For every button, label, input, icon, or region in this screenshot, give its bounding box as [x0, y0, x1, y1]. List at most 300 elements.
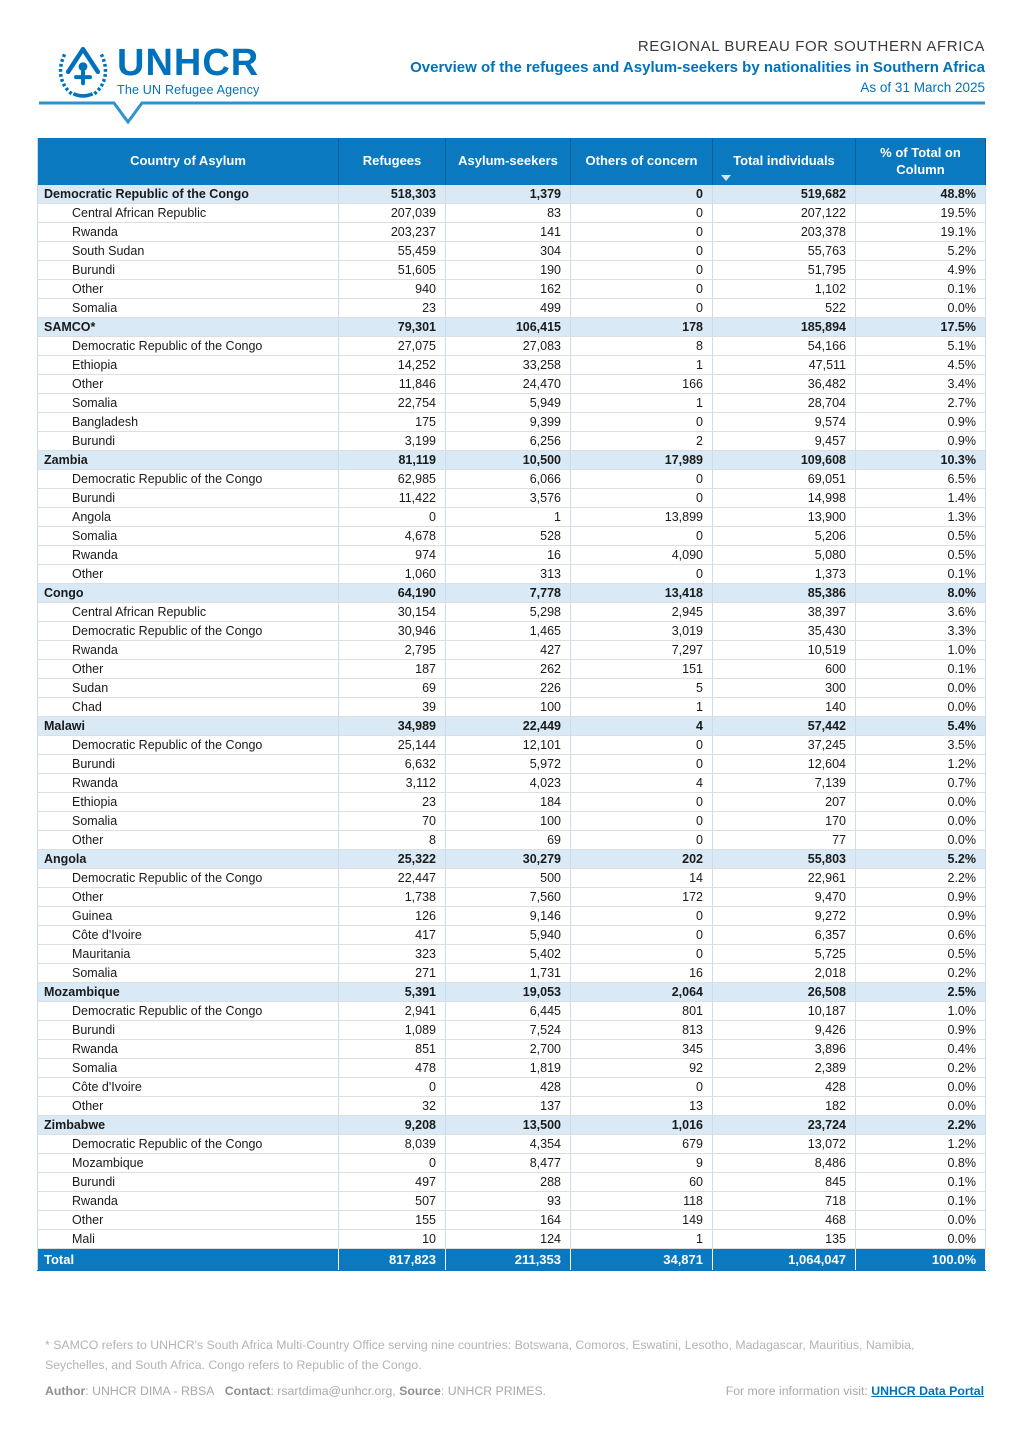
value-cell: 149: [571, 1211, 713, 1230]
value-cell: 118: [571, 1192, 713, 1211]
value-cell: 2,018: [713, 964, 856, 983]
unhcr-emblem-icon: [55, 42, 111, 100]
value-cell: 974: [339, 546, 446, 565]
value-cell: 0: [571, 565, 713, 584]
value-cell: 0: [571, 242, 713, 261]
country-cell: Democratic Republic of the Congo: [38, 185, 339, 204]
nationality-row: [38, 736, 986, 755]
value-cell: 2.5%: [856, 983, 986, 1002]
country-cell: Democratic Republic of the Congo: [38, 736, 339, 755]
value-cell: 28,704: [713, 394, 856, 413]
value-cell: 8: [339, 831, 446, 850]
value-cell: 83: [446, 204, 571, 223]
value-cell: 3,112: [339, 774, 446, 793]
column-header-percent-of-total: [856, 138, 986, 185]
value-cell: 30,946: [339, 622, 446, 641]
nationality-row: [38, 1002, 986, 1021]
value-cell: 428: [446, 1078, 571, 1097]
value-cell: 140: [713, 698, 856, 717]
nationality-row: [38, 1078, 986, 1097]
value-cell: 0.4%: [856, 1040, 986, 1059]
nationality-row: [38, 964, 986, 983]
sort-descending-icon[interactable]: [721, 175, 731, 181]
value-cell: 81,119: [339, 451, 446, 470]
value-cell: 9,574: [713, 413, 856, 432]
country-cell: Somalia: [38, 812, 339, 831]
value-cell: 211,353: [446, 1249, 571, 1271]
value-cell: 0: [571, 527, 713, 546]
column-header-others-of-concern: [571, 138, 713, 185]
refugees-table: [37, 138, 986, 1271]
country-cell: Burundi: [38, 261, 339, 280]
nationality-row: [38, 1135, 986, 1154]
nationality-row: [38, 622, 986, 641]
value-cell: 226: [446, 679, 571, 698]
value-cell: 1,102: [713, 280, 856, 299]
value-cell: 0.0%: [856, 299, 986, 318]
value-cell: 0.9%: [856, 432, 986, 451]
country-cell: Mozambique: [38, 1154, 339, 1173]
value-cell: 9,470: [713, 888, 856, 907]
nationality-row: [38, 793, 986, 812]
value-cell: 0: [571, 907, 713, 926]
value-cell: 39: [339, 698, 446, 717]
country-cell: Other: [38, 660, 339, 679]
value-cell: 5,391: [339, 983, 446, 1002]
value-cell: 7,297: [571, 641, 713, 660]
value-cell: 0.9%: [856, 907, 986, 926]
value-cell: 1.4%: [856, 489, 986, 508]
value-cell: 11,846: [339, 375, 446, 394]
country-cell: Mali: [38, 1230, 339, 1249]
unhcr-wordmark: UNHCR: [117, 42, 260, 84]
value-cell: 69: [339, 679, 446, 698]
country-cell: Somalia: [38, 299, 339, 318]
value-cell: 162: [446, 280, 571, 299]
country-cell: Guinea: [38, 907, 339, 926]
value-cell: 27,083: [446, 337, 571, 356]
source-value: : UNHCR PRIMES.: [440, 1384, 547, 1398]
value-cell: 126: [339, 907, 446, 926]
country-cell: Ethiopia: [38, 793, 339, 812]
value-cell: 6,632: [339, 755, 446, 774]
value-cell: 5: [571, 679, 713, 698]
value-cell: 12,604: [713, 755, 856, 774]
value-cell: 51,795: [713, 261, 856, 280]
country-cell: Other: [38, 280, 339, 299]
country-cell: Other: [38, 1211, 339, 1230]
value-cell: 0.1%: [856, 1192, 986, 1211]
value-cell: 11,422: [339, 489, 446, 508]
value-cell: 79,301: [339, 318, 446, 337]
nationality-row: [38, 1211, 986, 1230]
value-cell: 940: [339, 280, 446, 299]
group-row: [38, 983, 986, 1002]
nationality-row: [38, 508, 986, 527]
value-cell: 164: [446, 1211, 571, 1230]
nationality-row: [38, 432, 986, 451]
value-cell: 1,379: [446, 185, 571, 204]
value-cell: 1,465: [446, 622, 571, 641]
nationality-row: [38, 1154, 986, 1173]
nationality-row: [38, 774, 986, 793]
value-cell: 271: [339, 964, 446, 983]
value-cell: 55,803: [713, 850, 856, 869]
country-cell: Angola: [38, 508, 339, 527]
value-cell: 12,101: [446, 736, 571, 755]
value-cell: 0: [571, 413, 713, 432]
value-cell: 124: [446, 1230, 571, 1249]
country-cell: Other: [38, 375, 339, 394]
value-cell: 4,090: [571, 546, 713, 565]
country-cell: Congo: [38, 584, 339, 603]
value-cell: 34,989: [339, 717, 446, 736]
value-cell: 3,199: [339, 432, 446, 451]
value-cell: 3,576: [446, 489, 571, 508]
value-cell: 13,072: [713, 1135, 856, 1154]
value-cell: 2.2%: [856, 869, 986, 888]
country-cell: Burundi: [38, 1173, 339, 1192]
nationality-row: [38, 1040, 986, 1059]
value-cell: 0.8%: [856, 1154, 986, 1173]
value-cell: 0.0%: [856, 1097, 986, 1116]
value-cell: 813: [571, 1021, 713, 1040]
value-cell: 0: [571, 831, 713, 850]
value-cell: 9,426: [713, 1021, 856, 1040]
value-cell: 30,154: [339, 603, 446, 622]
value-cell: 13,899: [571, 508, 713, 527]
nationality-row: [38, 280, 986, 299]
value-cell: 8: [571, 337, 713, 356]
value-cell: 0: [339, 1154, 446, 1173]
value-cell: 202: [571, 850, 713, 869]
group-row: [38, 850, 986, 869]
value-cell: 0.9%: [856, 1021, 986, 1040]
country-cell: Mauritania: [38, 945, 339, 964]
value-cell: 2,064: [571, 983, 713, 1002]
footnote-text: * SAMCO refers to UNHCR's South Africa Multi-Country Office serving nine countries: Botswana, Comoros, Eswatini, Lesotho, Madagascar, Mauritius, Namibia, Seychelles, and South Africa. Congo refers to Republic of the Congo.: [45, 1338, 915, 1372]
country-cell: Rwanda: [38, 774, 339, 793]
value-cell: 10.3%: [856, 451, 986, 470]
value-cell: 26,508: [713, 983, 856, 1002]
value-cell: 468: [713, 1211, 856, 1230]
value-cell: 1.0%: [856, 1002, 986, 1021]
value-cell: 600: [713, 660, 856, 679]
value-cell: 0: [571, 793, 713, 812]
country-cell: South Sudan: [38, 242, 339, 261]
nationality-row: [38, 375, 986, 394]
column-label: Others of concern: [585, 153, 698, 169]
country-cell: Mozambique: [38, 983, 339, 1002]
value-cell: 0: [571, 1078, 713, 1097]
country-cell: Other: [38, 1097, 339, 1116]
total-row: [38, 1249, 986, 1271]
group-row: [38, 584, 986, 603]
value-cell: 0.5%: [856, 945, 986, 964]
country-cell: Somalia: [38, 964, 339, 983]
value-cell: 9,208: [339, 1116, 446, 1135]
value-cell: 30,279: [446, 850, 571, 869]
group-row: [38, 318, 986, 337]
value-cell: 175: [339, 413, 446, 432]
nationality-row: [38, 831, 986, 850]
value-cell: 5.4%: [856, 717, 986, 736]
nationality-row: [38, 679, 986, 698]
value-cell: 1.0%: [856, 641, 986, 660]
value-cell: 0: [571, 736, 713, 755]
author-value: : UNHCR DIMA - RBSA: [85, 1384, 215, 1398]
country-cell: Burundi: [38, 432, 339, 451]
value-cell: 0.0%: [856, 679, 986, 698]
nationality-row: [38, 356, 986, 375]
value-cell: 172: [571, 888, 713, 907]
value-cell: 24,470: [446, 375, 571, 394]
nationality-row: [38, 888, 986, 907]
nationality-row: [38, 926, 986, 945]
nationality-row: [38, 1192, 986, 1211]
contact-email: : rsartdima@unhcr.org,: [270, 1384, 396, 1398]
value-cell: 499: [446, 299, 571, 318]
value-cell: 9,272: [713, 907, 856, 926]
value-cell: 185,894: [713, 318, 856, 337]
value-cell: 0: [571, 223, 713, 242]
value-cell: 8.0%: [856, 584, 986, 603]
country-cell: Burundi: [38, 755, 339, 774]
value-cell: 9,146: [446, 907, 571, 926]
value-cell: 187: [339, 660, 446, 679]
value-cell: 93: [446, 1192, 571, 1211]
value-cell: 33,258: [446, 356, 571, 375]
value-cell: 345: [571, 1040, 713, 1059]
group-row: [38, 1116, 986, 1135]
value-cell: 13: [571, 1097, 713, 1116]
value-cell: 4: [571, 774, 713, 793]
nationality-row: [38, 1059, 986, 1078]
author-label: Author: [45, 1384, 86, 1398]
value-cell: 0: [571, 945, 713, 964]
value-cell: 5,298: [446, 603, 571, 622]
nationality-row: [38, 394, 986, 413]
value-cell: 5.2%: [856, 850, 986, 869]
country-cell: Rwanda: [38, 546, 339, 565]
value-cell: 500: [446, 869, 571, 888]
value-cell: 92: [571, 1059, 713, 1078]
value-cell: 1,060: [339, 565, 446, 584]
country-cell: Rwanda: [38, 1192, 339, 1211]
value-cell: 14: [571, 869, 713, 888]
value-cell: 1,819: [446, 1059, 571, 1078]
value-cell: 1.2%: [856, 755, 986, 774]
country-cell: Democratic Republic of the Congo: [38, 470, 339, 489]
value-cell: 801: [571, 1002, 713, 1021]
nationality-row: [38, 945, 986, 964]
country-cell: Rwanda: [38, 641, 339, 660]
value-cell: 5,972: [446, 755, 571, 774]
value-cell: 69: [446, 831, 571, 850]
value-cell: 3.4%: [856, 375, 986, 394]
value-cell: 497: [339, 1173, 446, 1192]
value-cell: 57,442: [713, 717, 856, 736]
value-cell: 1,064,047: [713, 1249, 856, 1271]
value-cell: 1,373: [713, 565, 856, 584]
value-cell: 0: [571, 185, 713, 204]
column-label: Asylum-seekers: [458, 153, 558, 169]
value-cell: 5,949: [446, 394, 571, 413]
value-cell: 0.9%: [856, 888, 986, 907]
country-cell: Zambia: [38, 451, 339, 470]
value-cell: 528: [446, 527, 571, 546]
contact-label: Contact: [224, 1384, 271, 1398]
value-cell: 13,500: [446, 1116, 571, 1135]
value-cell: 203,378: [713, 223, 856, 242]
nationality-row: [38, 299, 986, 318]
value-cell: 207,039: [339, 204, 446, 223]
value-cell: 0.1%: [856, 280, 986, 299]
value-cell: 4,678: [339, 527, 446, 546]
value-cell: 8,039: [339, 1135, 446, 1154]
value-cell: 507: [339, 1192, 446, 1211]
country-cell: Other: [38, 831, 339, 850]
value-cell: 135: [713, 1230, 856, 1249]
value-cell: 10,519: [713, 641, 856, 660]
value-cell: 0.2%: [856, 1059, 986, 1078]
nationality-row: [38, 660, 986, 679]
column-header-total-individuals: [713, 138, 856, 185]
value-cell: 0.0%: [856, 698, 986, 717]
value-cell: 5,940: [446, 926, 571, 945]
value-cell: 0.0%: [856, 1078, 986, 1097]
value-cell: 22,961: [713, 869, 856, 888]
value-cell: 155: [339, 1211, 446, 1230]
value-cell: 14,252: [339, 356, 446, 375]
value-cell: 14,998: [713, 489, 856, 508]
value-cell: 5,206: [713, 527, 856, 546]
value-cell: 70: [339, 812, 446, 831]
value-cell: 1: [571, 1230, 713, 1249]
value-cell: 77: [713, 831, 856, 850]
nationality-row: [38, 546, 986, 565]
value-cell: 0.5%: [856, 527, 986, 546]
value-cell: 0.0%: [856, 831, 986, 850]
value-cell: 8,486: [713, 1154, 856, 1173]
value-cell: 0: [339, 1078, 446, 1097]
table-body: [38, 185, 986, 1271]
value-cell: 166: [571, 375, 713, 394]
nationality-row: [38, 907, 986, 926]
value-cell: 0.0%: [856, 1211, 986, 1230]
value-cell: 141: [446, 223, 571, 242]
value-cell: 54,166: [713, 337, 856, 356]
country-cell: Sudan: [38, 679, 339, 698]
value-cell: 0.6%: [856, 926, 986, 945]
source-label: Source: [399, 1384, 441, 1398]
header-divider: [38, 100, 986, 128]
value-cell: 0.5%: [856, 546, 986, 565]
value-cell: 522: [713, 299, 856, 318]
value-cell: 19.5%: [856, 204, 986, 223]
value-cell: 5,402: [446, 945, 571, 964]
country-cell: Democratic Republic of the Congo: [38, 622, 339, 641]
nationality-row: [38, 565, 986, 584]
value-cell: 178: [571, 318, 713, 337]
value-cell: 38,397: [713, 603, 856, 622]
value-cell: 3,896: [713, 1040, 856, 1059]
value-cell: 19.1%: [856, 223, 986, 242]
column-header-country: [38, 138, 339, 185]
table-header-row: [38, 138, 986, 185]
value-cell: 1: [446, 508, 571, 527]
value-cell: 0: [571, 489, 713, 508]
value-cell: 679: [571, 1135, 713, 1154]
header-title-block: [410, 38, 985, 95]
nationality-row: [38, 470, 986, 489]
value-cell: 109,608: [713, 451, 856, 470]
country-cell: Côte d'Ivoire: [38, 1078, 339, 1097]
value-cell: 151: [571, 660, 713, 679]
value-cell: 7,560: [446, 888, 571, 907]
value-cell: 288: [446, 1173, 571, 1192]
value-cell: 69,051: [713, 470, 856, 489]
data-portal-link[interactable]: UNHCR Data Portal: [871, 1384, 984, 1398]
value-cell: 0.0%: [856, 1230, 986, 1249]
value-cell: 60: [571, 1173, 713, 1192]
country-cell: Angola: [38, 850, 339, 869]
value-cell: 845: [713, 1173, 856, 1192]
country-cell: SAMCO*: [38, 318, 339, 337]
value-cell: 6,445: [446, 1002, 571, 1021]
report-title: Overview of the refugees and Asylum-seekers by nationalities in Southern Africa: [410, 59, 985, 76]
country-cell: Other: [38, 565, 339, 584]
value-cell: 2: [571, 432, 713, 451]
value-cell: 0: [571, 755, 713, 774]
value-cell: 2,945: [571, 603, 713, 622]
nationality-row: [38, 413, 986, 432]
value-cell: 0: [571, 299, 713, 318]
country-cell: Central African Republic: [38, 603, 339, 622]
value-cell: 25,144: [339, 736, 446, 755]
value-cell: 0.0%: [856, 793, 986, 812]
value-cell: 7,778: [446, 584, 571, 603]
nationality-row: [38, 755, 986, 774]
author-contact-source: [45, 1384, 546, 1398]
country-cell: Chad: [38, 698, 339, 717]
value-cell: 8,477: [446, 1154, 571, 1173]
value-cell: 428: [713, 1078, 856, 1097]
country-cell: Central African Republic: [38, 204, 339, 223]
value-cell: 170: [713, 812, 856, 831]
column-label: Country of Asylum: [130, 153, 246, 169]
value-cell: 13,418: [571, 584, 713, 603]
value-cell: 2,941: [339, 1002, 446, 1021]
group-row: [38, 451, 986, 470]
value-cell: 10: [339, 1230, 446, 1249]
value-cell: 1,089: [339, 1021, 446, 1040]
value-cell: 417: [339, 926, 446, 945]
country-cell: Democratic Republic of the Congo: [38, 337, 339, 356]
nationality-row: [38, 242, 986, 261]
value-cell: 427: [446, 641, 571, 660]
value-cell: 19,053: [446, 983, 571, 1002]
value-cell: 0.1%: [856, 1173, 986, 1192]
value-cell: 1: [571, 356, 713, 375]
value-cell: 23: [339, 793, 446, 812]
value-cell: 1,738: [339, 888, 446, 907]
group-row: [38, 185, 986, 204]
nationality-row: [38, 869, 986, 888]
value-cell: 35,430: [713, 622, 856, 641]
value-cell: 0: [339, 508, 446, 527]
value-cell: 0.9%: [856, 413, 986, 432]
